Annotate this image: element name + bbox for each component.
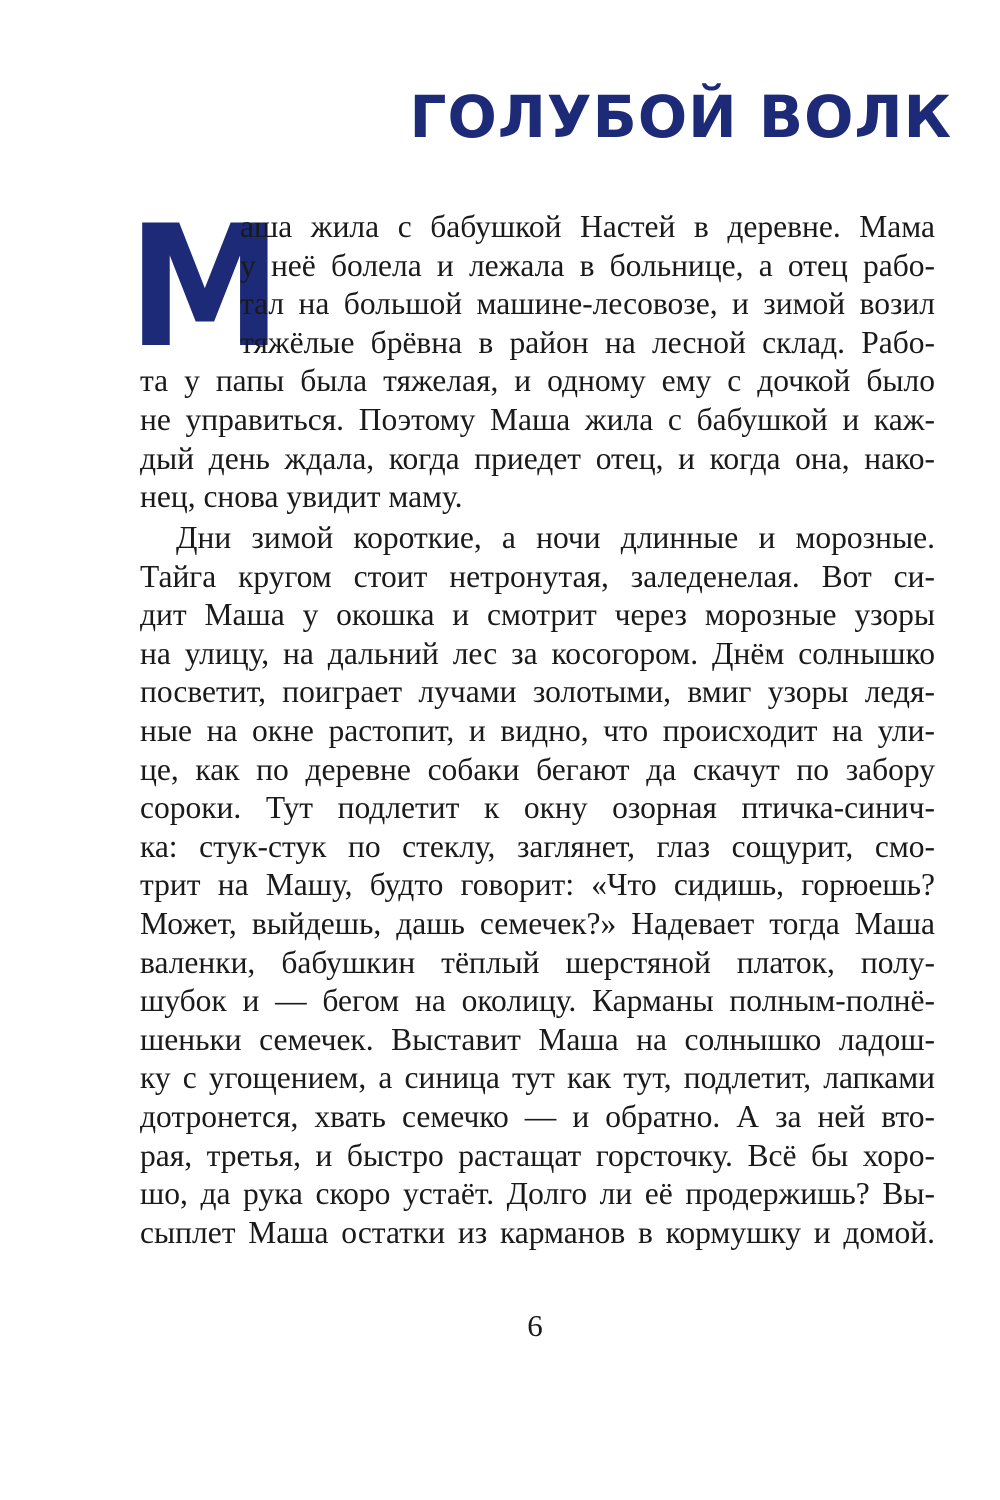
paragraph-1	[140, 208, 935, 517]
page-number: 6	[527, 1308, 543, 1343]
text-line: шеньки семечек. Выставит Маша на солнышко ладош-	[140, 1021, 935, 1057]
text-line: шо, да рука скоро устаёт. Долго ли её продержишь? Вы-	[140, 1176, 935, 1212]
text-line: аша жила с бабушкой Настей в деревне. Мама	[240, 209, 935, 244]
text-line: дый день ждала, когда приедет отец, и когда она, нако-	[140, 440, 935, 476]
text-line: на улицу, на дальний лес за косогором. Днём солнышко	[140, 635, 935, 671]
text-line: трит на Машу, будто говорит: «Что сидишь, горюешь?	[140, 867, 935, 903]
text-line: ка: стук-стук по стеклу, заглянет, глаз сощурит, смо-	[140, 828, 935, 864]
chapter-title: ГОЛУБОЙ ВОЛК	[409, 83, 952, 151]
text-line: нец, снова увидит маму.	[140, 479, 463, 515]
text-line: ные на окне растопит, и видно, что происходит на ули-	[140, 712, 935, 748]
text-line: тал на большой машине-лесовозе, и зимой возил	[240, 286, 935, 322]
text-line: не управиться. Поэтому Маша жила с бабушкой и каж-	[140, 401, 935, 437]
text-line: ку с угощением, а синица тут как тут, подлетит, лапками	[140, 1060, 935, 1096]
text-line: сороки. Тут подлетит к окну озорная птичка-синич-	[140, 790, 935, 826]
text-line: валенки, бабушкин тёплый шерстяной платок, полу-	[140, 944, 935, 980]
text-line: дотронется, хвать семечко — и обратно. А за ней вто-	[140, 1098, 935, 1134]
drop-cap: М	[128, 189, 282, 385]
text-line: тяжёлые брёвна в район на лесной склад. Рабо-	[240, 324, 935, 360]
text-line: це, как по деревне собаки бегают да скачут по забору	[140, 751, 935, 787]
text-line: дит Маша у окошка и смотрит через морозные узоры	[140, 597, 935, 633]
text-line: та у папы была тяжелая, и одному ему с дочкой было	[140, 363, 935, 399]
text-line: шубок и — бегом на околицу. Карманы полным-полнё-	[140, 983, 935, 1019]
text-line: посветит, поиграет лучами золотыми, вмиг узоры ледя-	[140, 674, 935, 710]
text-line: Может, выйдешь, дашь семечек?» Надевает тогда Маша	[140, 905, 935, 941]
text-line: сыплет Маша остатки из карманов в кормушку и домой.	[140, 1214, 935, 1250]
text-line: Дни зимой короткие, а ночи длинные и морозные.	[176, 520, 935, 555]
text-line: Тайга кругом стоит нетронутая, заледенелая. Вот си-	[140, 558, 935, 594]
text-line: рая, третья, и быстро растащат горсточку. Всё бы хоро-	[140, 1137, 935, 1173]
paragraph-2	[140, 519, 935, 1252]
text-line: у неё болела и лежала в больнице, а отец рабо-	[240, 247, 935, 283]
